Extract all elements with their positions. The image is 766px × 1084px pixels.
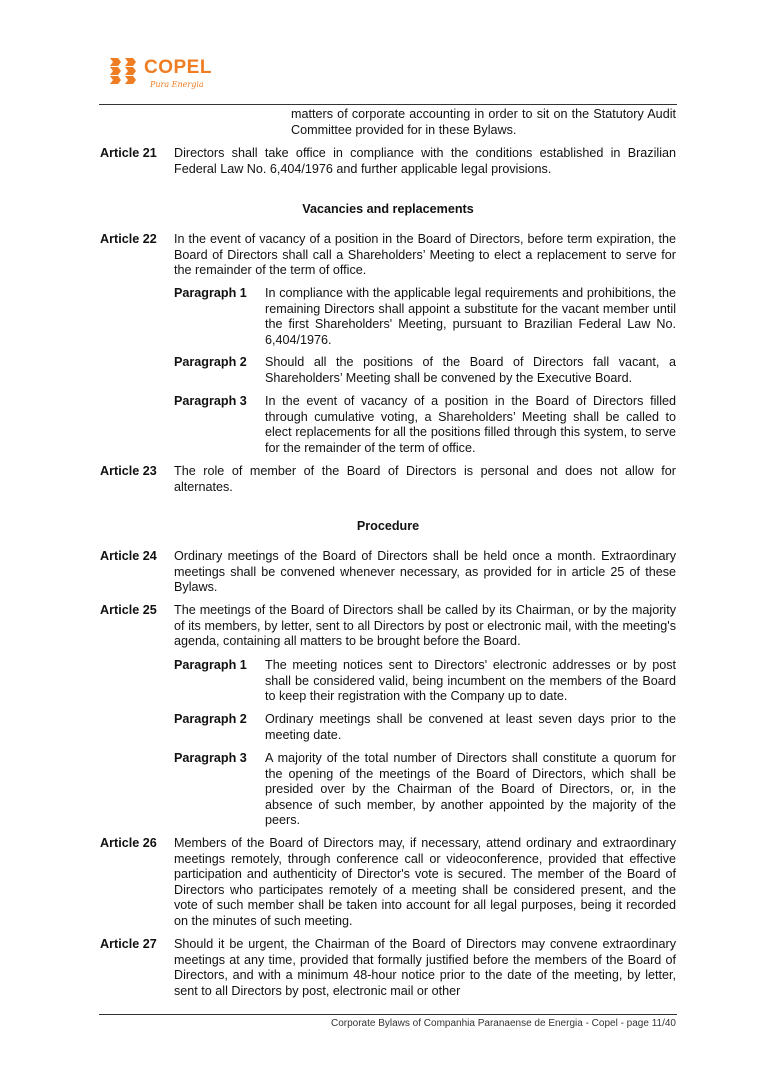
paragraph-label: Paragraph 1 [174, 286, 247, 300]
article-label: Article 23 [100, 464, 157, 478]
article-21 [100, 146, 676, 177]
article-25-paragraph-2 [100, 712, 676, 743]
company-logo [108, 54, 218, 96]
paragraph-text: In the event of vacancy of a position in the Board of Directors filled through cumulative voting, a Shareholders’ Meeting shall be called to elect replacements for all the positions filled through this system, to serve for the remainder of the term of office. [265, 394, 676, 455]
article-22-paragraph-2 [100, 355, 676, 386]
article-22 [100, 232, 676, 279]
copel-logo-icon [108, 54, 140, 86]
article-label: Article 25 [100, 603, 157, 617]
paragraph-text: Ordinary meetings shall be convened at least seven days prior to the meeting date. [265, 712, 676, 742]
article-text: Directors shall take office in compliance with the conditions established in Brazilian Federal Law No. 6,404/1976 and further applicable legal provisions. [174, 146, 676, 176]
article-22-paragraph-3 [100, 394, 676, 456]
section-heading-procedure: Procedure [356, 519, 420, 533]
footer-rule [99, 1014, 677, 1015]
article-22-paragraph-1 [100, 286, 676, 348]
article-label: Article 22 [100, 232, 157, 246]
article-text: Ordinary meetings of the Board of Directors shall be held once a month. Extraordinary meetings shall be convened whenever necessary, as provided for in article 25 of these Bylaws. [174, 549, 676, 595]
paragraph-label: Paragraph 2 [174, 355, 247, 369]
logo-wordmark: COPEL [144, 57, 212, 78]
article-23 [100, 464, 676, 495]
continuation-text: matters of corporate accounting in order to sit on the Statutory Audit Committee provided for in these Bylaws. [291, 107, 676, 137]
header-rule [99, 104, 677, 105]
logo-tagline: Pura Energia [150, 80, 204, 89]
article-label: Article 24 [100, 549, 157, 563]
page-footer: Corporate Bylaws of Companhia Paranaense de Energia - Copel - page 11/40 [330, 1018, 676, 1029]
article-text: The meetings of the Board of Directors shall be called by its Chairman, or by the majority of its members, by letter, sent to all Directors by post or electronic mail, with the meeting's agenda, containing all matters to be brought before the Board. [174, 603, 676, 649]
article-text: Members of the Board of Directors may, if necessary, attend ordinary and extraordinary meetings remotely, through conference call or videoconference, provided that effective participation and authenticity of Director's vote is secured. The member of the Board of Directors who participates remotely of a meeting shall be considered present, and the vote of such member shall be taken into account for all legal purposes, being it recorded on the minutes of such meeting. [174, 836, 676, 928]
article-26 [100, 836, 676, 930]
article-24 [100, 549, 676, 596]
article-25 [100, 603, 676, 650]
article-27 [100, 937, 676, 999]
paragraph-text: The meeting notices sent to Directors' electronic addresses or by post shall be considered valid, being incumbent on the members of the Board to keep their registration with the Company up to date. [265, 658, 676, 704]
article-label: Article 21 [100, 146, 157, 160]
paragraph-text: A majority of the total number of Directors shall constitute a quorum for the opening of the meetings of the Board of Directors, which shall be presided over by the Chairman of the Board of Directors, or, in the absence of such member, by another appointed by the majority of the peers. [265, 751, 676, 828]
article-25-paragraph-1 [100, 658, 676, 705]
paragraph-text: Should all the positions of the Board of Directors fall vacant, a Shareholders’ Meeting shall be convened by the Executive Board. [265, 355, 676, 385]
paragraph-label: Paragraph 1 [174, 658, 247, 672]
article-25-paragraph-3 [100, 751, 676, 829]
article-text: In the event of vacancy of a position in the Board of Directors, before term expiration, the Board of Directors shall call a Shareholders’ Meeting to elect a replacement to serve for the remainder of the term of office. [174, 232, 676, 278]
article-text: The role of member of the Board of Directors is personal and does not allow for alternates. [174, 464, 676, 494]
paragraph-label: Paragraph 3 [174, 751, 247, 765]
article-text: Should it be urgent, the Chairman of the Board of Directors may convene extraordinary meetings at any time, provided that formally justified before the members of the Board of Directors, and with a minimum 48-hour notice prior to the date of the meeting, by letter, sent to all Directors by post, electronic mail or other [174, 937, 676, 998]
article-label: Article 27 [100, 937, 157, 951]
paragraph-text: In compliance with the applicable legal requirements and prohibitions, the remaining Directors shall appoint a substitute for the vacant member until the first Shareholders' Meeting, pursuant to Brazilian Federal Law No. 6,404/1976. [265, 286, 676, 347]
paragraph-label: Paragraph 2 [174, 712, 247, 726]
section-heading-vacancies: Vacancies and replacements [302, 202, 474, 216]
article-label: Article 26 [100, 836, 157, 850]
paragraph-label: Paragraph 3 [174, 394, 247, 408]
